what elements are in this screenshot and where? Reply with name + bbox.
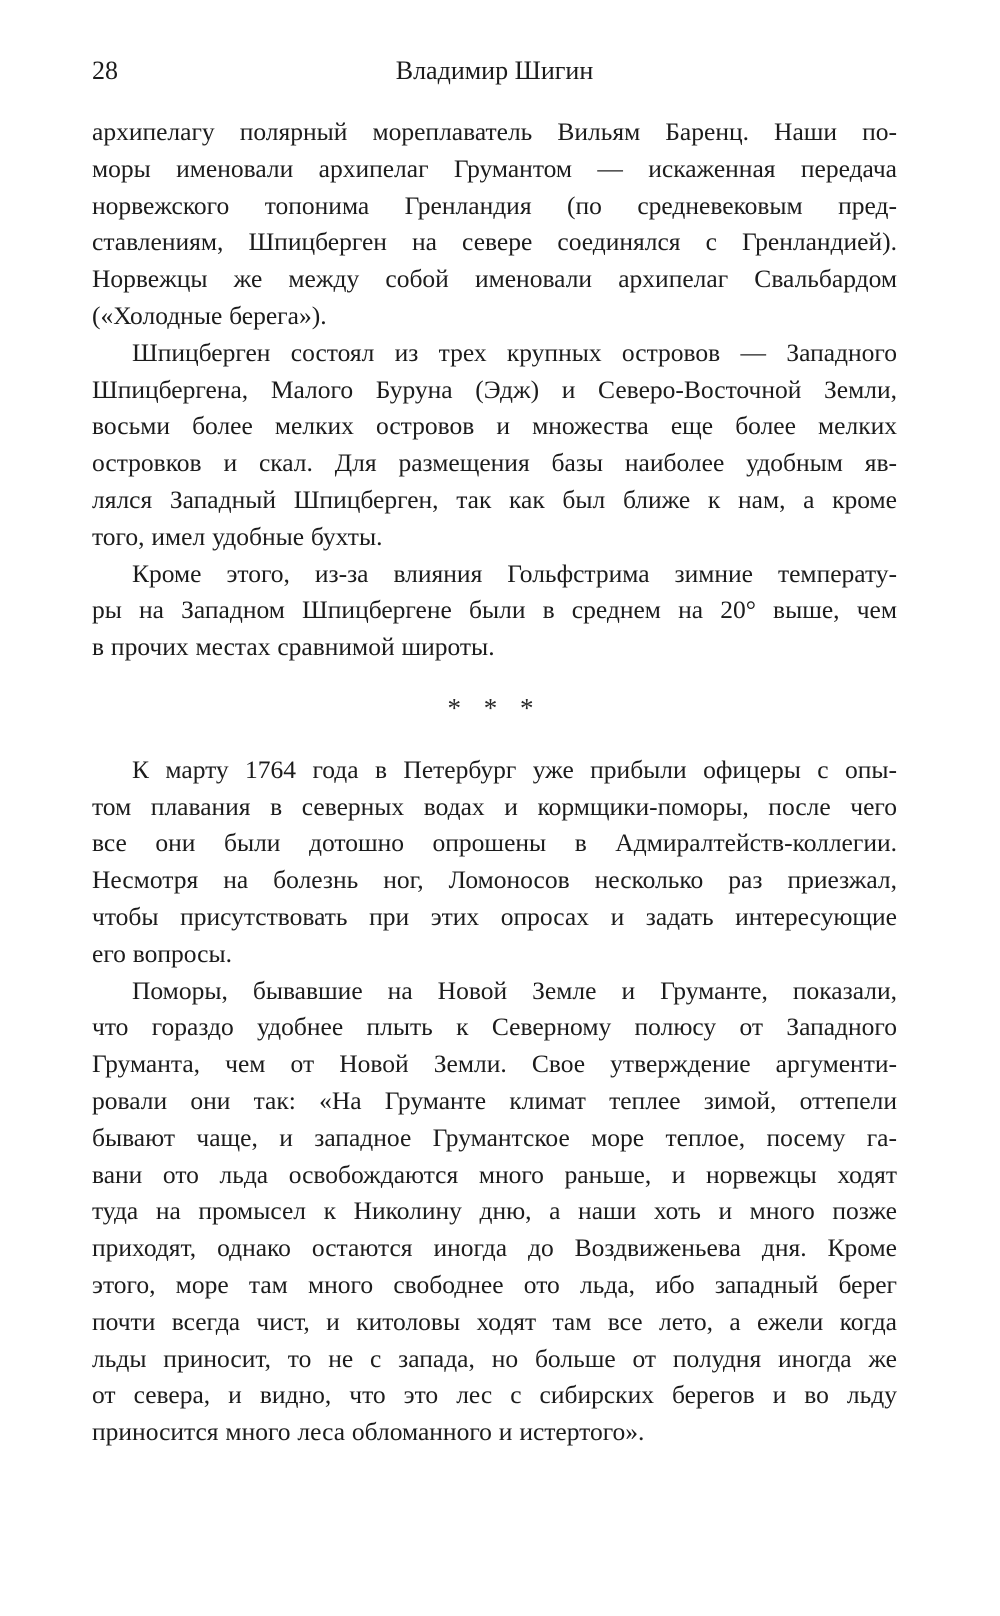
- text-line: восьми более мелких островов и множества еще более мелких: [92, 411, 897, 441]
- text-line: Шпицберген состоял из трех крупных островов — Западного: [132, 337, 897, 367]
- text-line: лялся Западный Шпицберген, так как был ближе к нам, а кроме: [92, 484, 897, 514]
- paragraph: [92, 752, 897, 973]
- page-number: 28: [92, 56, 118, 85]
- running-header-row: [92, 54, 897, 88]
- paragraph: [92, 114, 897, 335]
- running-header-title: Владимир Шигин: [395, 56, 594, 85]
- paragraph: [92, 335, 897, 556]
- paragraph: [92, 973, 897, 1451]
- text-line: ровали они так: «На Груманте климат теплее зимой, оттепели: [92, 1085, 897, 1115]
- text-line: Поморы, бывавшие на Новой Земле и Груманте, показали,: [132, 975, 897, 1005]
- text-line: К марту 1764 года в Петербург уже прибыли офицеры с опы-: [132, 754, 897, 784]
- text-line: островков и скал. Для размещения базы наиболее удобным яв-: [92, 448, 897, 478]
- text-line: Шпицбергена, Малого Буруна (Эдж) и Северо-Восточной Земли,: [92, 374, 897, 404]
- text-line: в прочих местах сравнимой широты.: [92, 632, 495, 662]
- text-line: приходят, однако остаются иногда до Воздвиженьева дня. Кроме: [92, 1233, 897, 1263]
- text-line: Груманта, чем от Новой Земли. Свое утверждение аргументи-: [92, 1049, 897, 1079]
- text-line: том плавания в северных водах и кормщики-поморы, после чего: [92, 791, 897, 821]
- text-line: норвежского топонима Гренландия (по средневековым пред-: [92, 190, 897, 220]
- text-line: архипелагу полярный мореплаватель Вильям Баренц. Наши по-: [92, 117, 897, 146]
- text-line: («Холодные берега»).: [92, 300, 327, 330]
- text-line: ры на Западном Шпицбергене были в среднем на 20° выше, чем: [92, 595, 897, 625]
- text-line: вани ото льда освобождаются много раньше, и норвежцы ходят: [92, 1159, 897, 1189]
- text-line: моры именовали архипелаг Грумантом — искаженная передача: [92, 153, 897, 183]
- text-line: Норвежцы же между собой именовали архипелаг Свальбардом: [92, 264, 897, 294]
- text-line: льды приносит, то не с запада, но больше от полудня иногда же: [92, 1343, 897, 1373]
- page-body: [92, 114, 897, 1451]
- text-line: приносится много леса обломанного и истертого».: [92, 1417, 645, 1447]
- text-line: этого, море там много свободнее ото льда, ибо западный берег: [92, 1269, 897, 1299]
- text-line: что гораздо удобнее плыть к Северному полюсу от Западного: [92, 1012, 897, 1042]
- text-line: от севера, и видно, что это лес с сибирских берегов и во льду: [92, 1380, 897, 1410]
- text-line: Кроме этого, из-за влияния Гольфстрима зимние температу-: [132, 558, 897, 588]
- text-line: того, имел удобные бухты.: [92, 521, 383, 551]
- text-line: туда на промысел к Николину дню, а наши хоть и много позже: [92, 1196, 897, 1226]
- text-line: бывают чаще, и западное Грумантское море теплое, посему га-: [92, 1122, 897, 1152]
- text-line: почти всегда чист, и китоловы ходят там все лето, а ежели когда: [92, 1306, 897, 1336]
- text-line: Несмотря на болезнь ног, Ломоносов несколько раз приезжал,: [92, 865, 897, 895]
- text-line: все они были дотошно опрошены в Адмиралтейств-коллегии.: [92, 828, 897, 858]
- paragraph: [92, 556, 897, 666]
- text-line: его вопросы.: [92, 938, 233, 968]
- text-line: чтобы присутствовать при этих опросах и задать интересующие: [92, 901, 897, 931]
- text-line: ставлениям, Шпицберген на севере соединялся с Гренландией).: [92, 227, 897, 257]
- section-separator: * * *: [447, 692, 542, 723]
